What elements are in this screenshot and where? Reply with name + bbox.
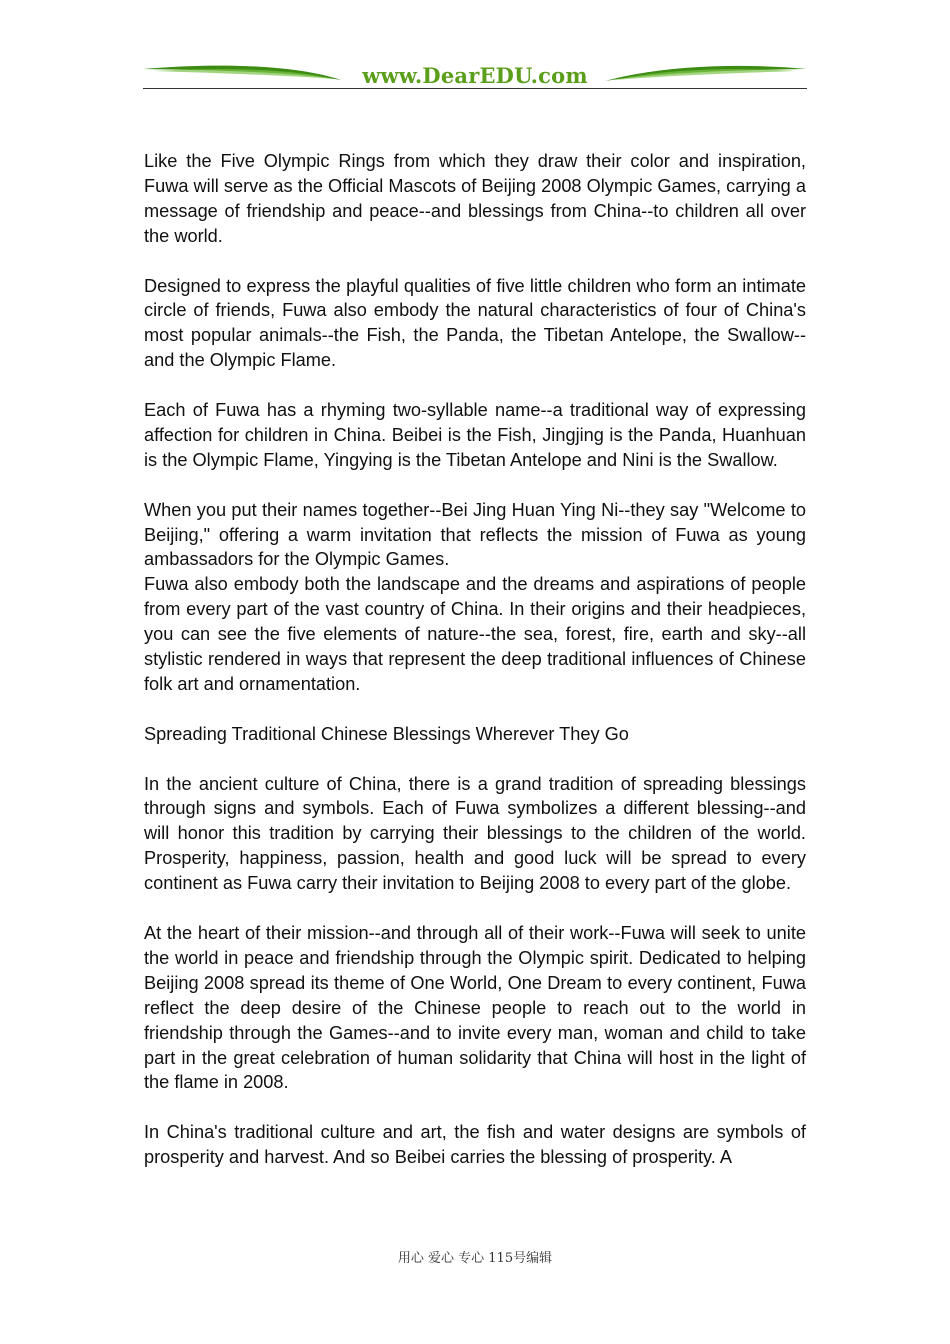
paragraph: In China's traditional culture and art, the fish and water designs are symbols of prosperity and harvest. And so Beibei carries the blessing of prosperity. A xyxy=(144,1122,806,1168)
paragraph: Each of Fuwa has a rhyming two-syllable name--a traditional way of expressing affection for children in China. Beibei is the Fish, Jingjing is the Panda, Huanhuan is the Olympic Flame, Yingying is the Tibetan Antelope and Nini is the Swallow. xyxy=(144,400,806,470)
paragraph: At the heart of their mission--and through all of their work--Fuwa will seek to unite the world in peace and friendship through the Olympic spirit. Dedicated to helping Beijing 2008 spread its theme of One World, One Dream to every continent, Fuwa reflect the deep desire of the Chinese people to reach out to the world in friendship through the Games--and to invite every man, woman and child to take part in the great celebration of human solidarity that China will host in the light of the flame in 2008. xyxy=(144,923,806,1093)
section-heading: Spreading Traditional Chinese Blessings Wherever They Go xyxy=(144,723,629,744)
page-footer: 用心 爱心 专心 115号编辑 xyxy=(397,1251,553,1266)
page-header xyxy=(143,60,807,92)
paragraph: When you put their names together--Bei Jing Huan Ying Ni--they say "Welcome to Beijing," offering a warm invitation that reflects the mission of Fuwa as young ambassadors for the Olympic Games. xyxy=(144,499,806,570)
paragraph: Fuwa also embody both the landscape and the dreams and aspirations of people from every part of the vast country of China. In their origins and their headpieces, you can see the five elements of nature--the sea, forest, fire, earth and sky--all stylistic rendered in ways that represent the deep traditional influences of Chinese folk art and ornamentation. xyxy=(144,574,806,694)
paragraph: Like the Five Olympic Rings from which they draw their color and inspiration, Fuwa will serve as the Official Mascots of Beijing 2008 Olympic Games, carrying a message of friendship and peace--and blessings from China--to children all over the world. xyxy=(144,151,806,246)
header-rule xyxy=(143,88,807,89)
article-body xyxy=(144,149,806,1170)
site-name: www.DearEDU.com xyxy=(362,63,588,88)
paragraph: Designed to express the playful qualities of five little children who form an intimate circle of friends, Fuwa also embody the natural characteristics of four of China's most popular animals--the Fish, the Panda, the Tibetan Antelope, the Swallow--and the Olympic Flame. xyxy=(144,275,806,371)
paragraph: In the ancient culture of China, there is a grand tradition of spreading blessings through signs and symbols. Each of Fuwa symbolizes a different blessing--and will honor this tradition by carrying their blessings to the children of the world. Prosperity, happiness, passion, health and good luck will be spread to every continent as Fuwa carry their invitation to Beijing 2008 to every part of the globe. xyxy=(144,773,806,894)
